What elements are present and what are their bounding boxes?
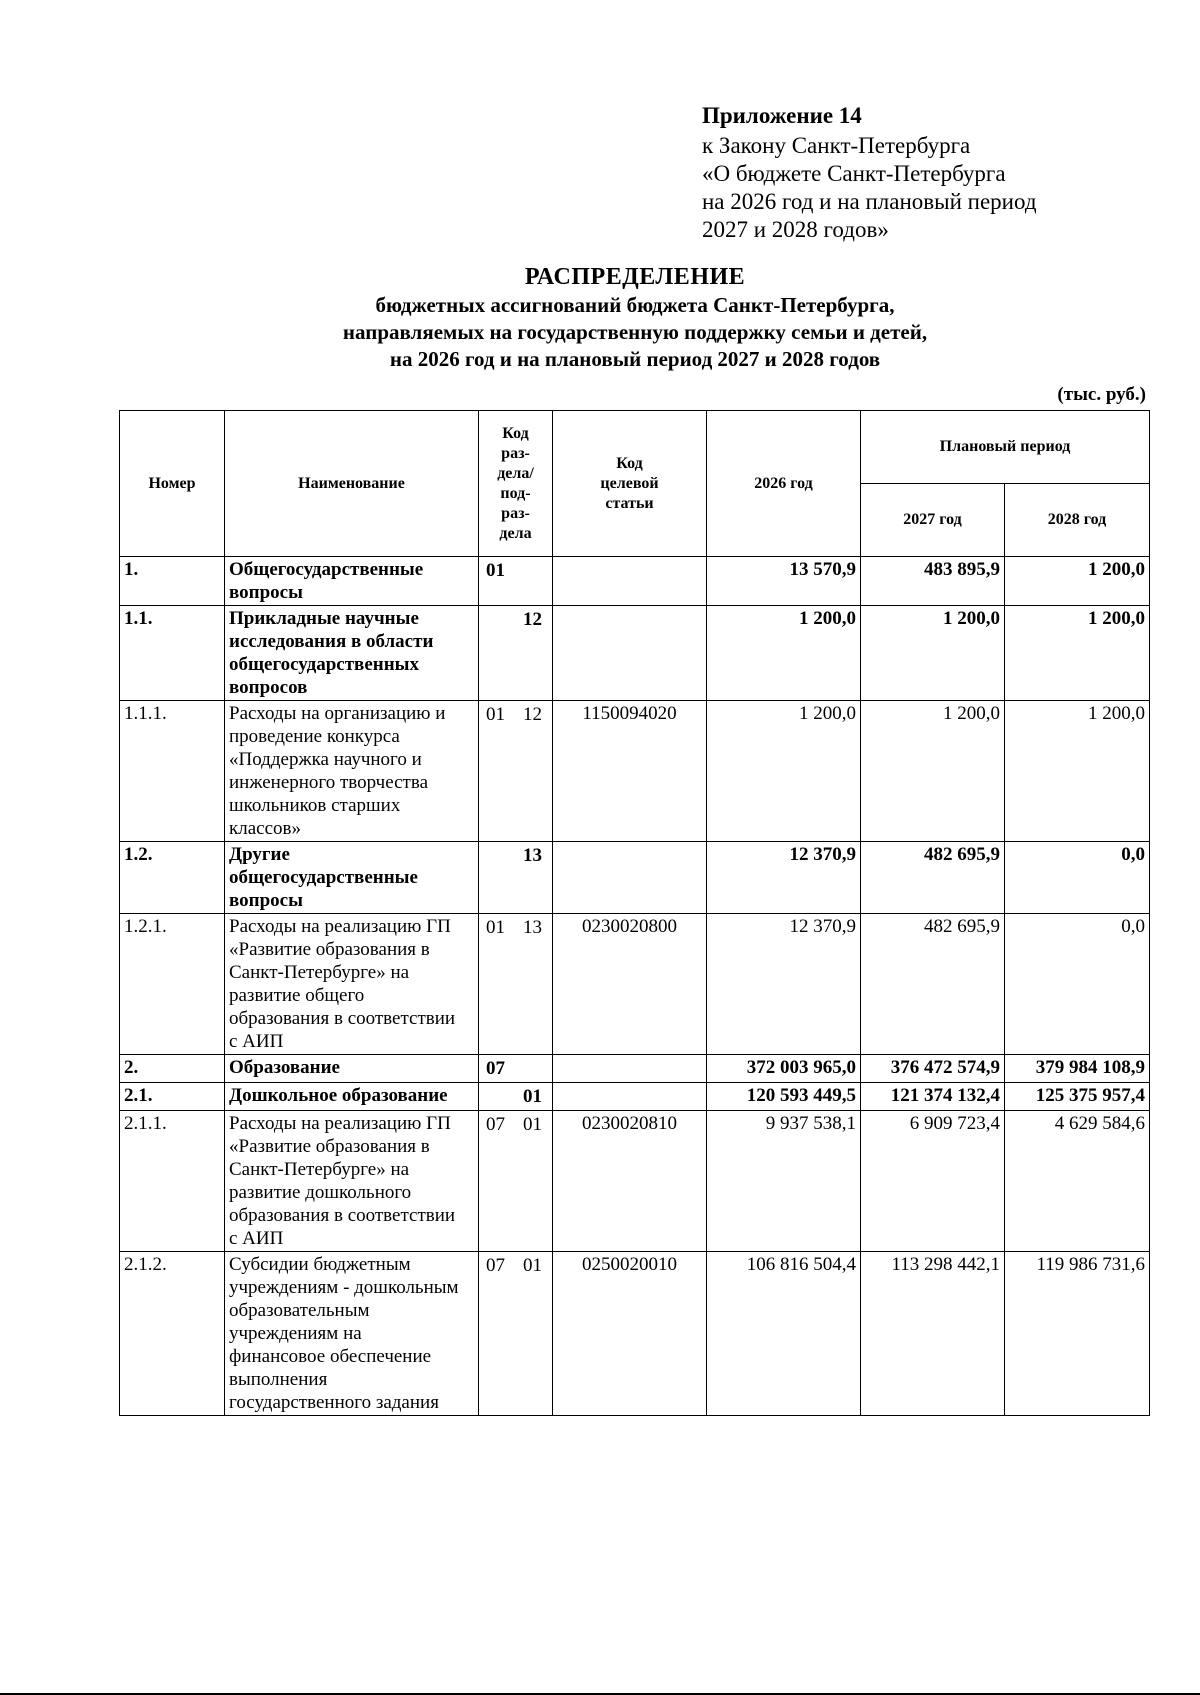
table-row bbox=[120, 701, 1150, 842]
row-name bbox=[225, 557, 479, 606]
row-name-line: Субсидии бюджетным bbox=[229, 1254, 411, 1275]
row-section-code bbox=[479, 701, 553, 842]
subsection-code: 13 bbox=[523, 917, 542, 938]
header-section-code-line: раз- bbox=[501, 444, 530, 462]
document-subtitle-line: бюджетных ассигнований бюджета Санкт-Петербурга, bbox=[375, 293, 895, 317]
row-number: 1.1. bbox=[120, 606, 225, 701]
row-value-2028: 1 200,0 bbox=[1005, 557, 1150, 606]
annex-line: 2027 и 2028 годов» bbox=[702, 217, 889, 242]
header-target-code-line: статьи bbox=[605, 494, 654, 512]
row-value-2027: 121 374 132,4 bbox=[861, 1083, 1005, 1111]
subsection-code: 12 bbox=[523, 704, 542, 725]
row-value-2028: 0,0 bbox=[1005, 914, 1150, 1055]
row-name-line: «Поддержка научного и bbox=[229, 749, 422, 770]
row-name-line: «Развитие образования в bbox=[229, 939, 430, 960]
row-value-2028: 119 986 731,6 bbox=[1005, 1252, 1150, 1416]
row-name-line: вопросов bbox=[229, 677, 308, 698]
budget-table bbox=[119, 410, 1150, 1416]
row-value-2026: 106 816 504,4 bbox=[707, 1252, 861, 1416]
row-value-2026: 13 570,9 bbox=[707, 557, 861, 606]
row-value-2028: 1 200,0 bbox=[1005, 701, 1150, 842]
section-code-pair bbox=[483, 607, 548, 632]
document-title: РАСПРЕДЕЛЕНИЕ bbox=[524, 264, 746, 290]
row-name-line: проведение конкурса bbox=[229, 726, 400, 747]
row-number: 2. bbox=[120, 1055, 225, 1083]
row-name-line: с АИП bbox=[229, 1228, 284, 1249]
row-name bbox=[225, 842, 479, 914]
row-name-line: выполнения bbox=[229, 1369, 328, 1390]
section-code-pair bbox=[483, 1112, 548, 1137]
section-code: 01 bbox=[486, 917, 505, 938]
row-value-2027: 1 200,0 bbox=[861, 606, 1005, 701]
row-value-2026: 12 370,9 bbox=[707, 914, 861, 1055]
header-section-code bbox=[479, 411, 553, 557]
section-code-pair bbox=[483, 1253, 548, 1278]
row-value-2027: 482 695,9 bbox=[861, 842, 1005, 914]
row-value-2027: 482 695,9 bbox=[861, 914, 1005, 1055]
row-name bbox=[225, 606, 479, 701]
subsection-code: 12 bbox=[523, 609, 542, 630]
row-name-line: Расходы на организацию и bbox=[229, 703, 446, 724]
header-name: Наименование bbox=[225, 411, 479, 557]
row-section-code bbox=[479, 1252, 553, 1416]
annex-line: на 2026 год и на плановый период bbox=[702, 189, 1037, 214]
row-name-line: инженерного творчества bbox=[229, 772, 429, 793]
table-row bbox=[120, 557, 1150, 606]
header-section-code-line: Код bbox=[502, 424, 529, 442]
row-name-line: учреждениям - дошкольным bbox=[229, 1277, 459, 1298]
row-value-2028: 4 629 584,6 bbox=[1005, 1111, 1150, 1252]
table-row bbox=[120, 606, 1150, 701]
row-target-code bbox=[553, 557, 707, 606]
row-name-line: Другие bbox=[229, 844, 290, 865]
annex-title: Приложение 14 bbox=[702, 103, 862, 128]
row-value-2028: 125 375 957,4 bbox=[1005, 1083, 1150, 1111]
row-name-line: школьников старших bbox=[229, 795, 401, 816]
row-value-2026: 120 593 449,5 bbox=[707, 1083, 861, 1111]
row-name bbox=[225, 1252, 479, 1416]
header-section-code-line: дела/ bbox=[497, 464, 534, 482]
row-name-line: исследования в области bbox=[229, 631, 434, 652]
row-value-2027: 6 909 723,4 bbox=[861, 1111, 1005, 1252]
annex-line: «О бюджете Санкт-Петербурга bbox=[702, 161, 1006, 186]
row-target-code: 0230020800 bbox=[553, 914, 707, 1055]
table-row bbox=[120, 1055, 1150, 1083]
row-target-code bbox=[553, 1055, 707, 1083]
row-value-2027: 113 298 442,1 bbox=[861, 1252, 1005, 1416]
row-target-code bbox=[553, 606, 707, 701]
row-name-line: классов» bbox=[229, 818, 301, 839]
annex-line: к Закону Санкт-Петербурга bbox=[702, 133, 971, 158]
header-2026: 2026 год bbox=[707, 411, 861, 557]
row-value-2026: 1 200,0 bbox=[707, 606, 861, 701]
header-target-code-line: Код bbox=[616, 454, 643, 472]
header-planned-period: Плановый период bbox=[861, 411, 1150, 484]
row-section-code bbox=[479, 1055, 553, 1083]
table-body bbox=[120, 557, 1150, 1416]
row-value-2028: 0,0 bbox=[1005, 842, 1150, 914]
row-value-2028: 1 200,0 bbox=[1005, 606, 1150, 701]
subsection-code: 01 bbox=[523, 1086, 542, 1107]
row-number: 1.2.1. bbox=[120, 914, 225, 1055]
row-name bbox=[225, 1083, 479, 1111]
row-name-line: финансовое обеспечение bbox=[229, 1346, 432, 1367]
row-name-line: учреждениям на bbox=[229, 1323, 362, 1344]
document-heading bbox=[80, 262, 1190, 373]
row-number: 2.1.2. bbox=[120, 1252, 225, 1416]
row-name-line: развитие общего bbox=[229, 985, 365, 1006]
row-name-line: Прикладные научные bbox=[229, 608, 419, 629]
row-value-2026: 9 937 538,1 bbox=[707, 1111, 861, 1252]
section-code: 01 bbox=[486, 560, 505, 581]
section-code: 07 bbox=[486, 1058, 505, 1079]
header-2028: 2028 год bbox=[1005, 484, 1150, 557]
section-code: 07 bbox=[486, 1255, 505, 1276]
row-value-2026: 12 370,9 bbox=[707, 842, 861, 914]
row-number: 2.1.1. bbox=[120, 1111, 225, 1252]
row-name-line: государственного задания bbox=[229, 1392, 439, 1413]
row-number: 2.1. bbox=[120, 1083, 225, 1111]
row-target-code: 0250020010 bbox=[553, 1252, 707, 1416]
row-section-code bbox=[479, 1083, 553, 1111]
subsection-code: 01 bbox=[523, 1114, 542, 1135]
document-subtitle-line: на 2026 год и на плановый период 2027 и 2028 годов bbox=[389, 347, 881, 371]
row-name bbox=[225, 1055, 479, 1083]
row-value-2026: 372 003 965,0 bbox=[707, 1055, 861, 1083]
table-row bbox=[120, 1252, 1150, 1416]
table-row bbox=[120, 1111, 1150, 1252]
section-code-pair bbox=[483, 558, 548, 583]
row-name-line: с АИП bbox=[229, 1031, 284, 1052]
header-section-code-line: дела bbox=[499, 524, 532, 542]
header-section-code-line: под- bbox=[500, 484, 531, 502]
row-name-line: общегосударственные bbox=[229, 867, 418, 888]
row-name bbox=[225, 701, 479, 842]
row-number: 1. bbox=[120, 557, 225, 606]
row-name-line: Санкт-Петербурге» на bbox=[229, 962, 410, 983]
row-value-2027: 376 472 574,9 bbox=[861, 1055, 1005, 1083]
table-row bbox=[120, 842, 1150, 914]
row-target-code: 1150094020 bbox=[553, 701, 707, 842]
row-name-line: вопросы bbox=[229, 890, 303, 911]
row-name-line: Санкт-Петербурге» на bbox=[229, 1159, 410, 1180]
section-code-pair bbox=[483, 1056, 548, 1081]
section-code: 07 bbox=[486, 1114, 505, 1135]
row-name-line: Образование bbox=[229, 1057, 340, 1078]
header-2027: 2027 год bbox=[861, 484, 1005, 557]
header-section-code-line: раз- bbox=[501, 504, 530, 522]
table-header bbox=[120, 411, 1150, 557]
document-subtitle-line: направляемых на государственную поддержку семьи и детей, bbox=[342, 320, 928, 344]
row-name-line: «Развитие образования в bbox=[229, 1136, 430, 1157]
row-value-2027: 1 200,0 bbox=[861, 701, 1005, 842]
row-value-2026: 1 200,0 bbox=[707, 701, 861, 842]
row-number: 1.2. bbox=[120, 842, 225, 914]
section-code-pair bbox=[483, 702, 548, 727]
row-section-code bbox=[479, 557, 553, 606]
units-label: (тыс. руб.) bbox=[1057, 384, 1146, 405]
row-name-line: Общегосударственные bbox=[229, 559, 424, 580]
section-code-pair bbox=[483, 915, 548, 940]
row-section-code bbox=[479, 842, 553, 914]
section-code: 01 bbox=[486, 704, 505, 725]
table-row bbox=[120, 1083, 1150, 1111]
row-target-code bbox=[553, 1083, 707, 1111]
annex-block bbox=[702, 100, 1162, 244]
subsection-code: 13 bbox=[523, 845, 542, 866]
row-name-line: образования в соответствии bbox=[229, 1008, 456, 1029]
row-value-2027: 483 895,9 bbox=[861, 557, 1005, 606]
row-name-line: развитие дошкольного bbox=[229, 1182, 412, 1203]
row-name-line: Дошкольное образование bbox=[229, 1085, 448, 1106]
row-name-line: Расходы на реализацию ГП bbox=[229, 916, 451, 937]
row-name-line: вопросы bbox=[229, 582, 303, 603]
header-target-code bbox=[553, 411, 707, 557]
row-target-code bbox=[553, 842, 707, 914]
row-section-code bbox=[479, 606, 553, 701]
row-name bbox=[225, 914, 479, 1055]
header-target-code-line: целевой bbox=[600, 474, 659, 492]
row-name-line: образовательным bbox=[229, 1300, 370, 1321]
header-number: Номер bbox=[120, 411, 225, 557]
row-name bbox=[225, 1111, 479, 1252]
section-code-pair bbox=[483, 843, 548, 868]
section-code-pair bbox=[483, 1084, 548, 1109]
subsection-code: 01 bbox=[523, 1255, 542, 1276]
row-target-code: 0230020810 bbox=[553, 1111, 707, 1252]
row-name-line: общегосударственных bbox=[229, 654, 419, 675]
row-name-line: Расходы на реализацию ГП bbox=[229, 1113, 451, 1134]
row-section-code bbox=[479, 914, 553, 1055]
row-value-2028: 379 984 108,9 bbox=[1005, 1055, 1150, 1083]
table-row bbox=[120, 914, 1150, 1055]
row-number: 1.1.1. bbox=[120, 701, 225, 842]
row-name-line: образования в соответствии bbox=[229, 1205, 456, 1226]
row-section-code bbox=[479, 1111, 553, 1252]
